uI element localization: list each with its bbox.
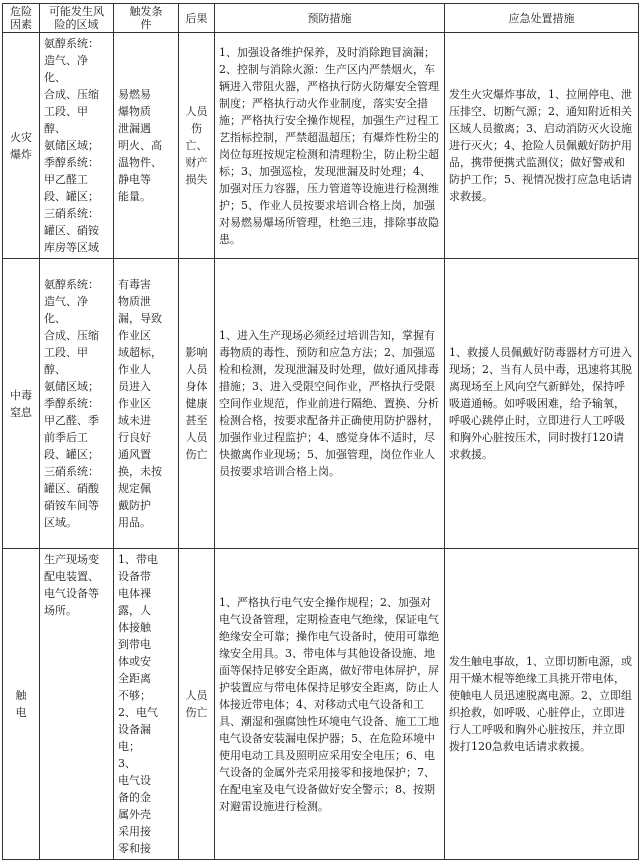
header-hazard: 危险 因素 xyxy=(3,4,40,33)
area-cell: 氨醇系统： 造气、净化、 合成、压缩 工段、甲醇、 氨储区域； 季醇系统： 甲乙醛工 段、罐区； 三硝系统： 罐区、硝铵 库房等区域 xyxy=(40,33,114,259)
header-emergency: 应急处置措施 xyxy=(445,4,639,33)
header-condition: 触发条 件 xyxy=(114,4,179,33)
consequence-cell: 人员 伤亡 xyxy=(179,549,215,860)
prevention-cell: 1、严格执行电气安全操作规程；2、加强对电气设备管理，定期检查电气绝缘，保证电气绝缘安全可靠；操作电气设备时，使用可靠绝缘安全用具。3、带电体与其他设备设施、地面等保持足够安全距离，做好带电体屏护，屏护装置应与带电体保持足够安全距离，防止人体接近带电体；4、对移动式电气设备和工具、潮湿和强腐蚀性环境电气设备、施工工地电气设备安装漏电保护器；5、在危险环境中使用电动工具及照明应采用安全电压；6、电气设备的金属外壳采用接零和接地保护；7、在配电室及电气设备做好安全警示；8、按期对避雷设施进行检测。 xyxy=(215,549,445,860)
hazard-cell: 火灾 爆炸 xyxy=(3,33,40,259)
area-cell: 氨醇系统： 造气、净化、 合成、压缩 工段、甲醇、 氨储区域； 季醇系统： 甲乙醛、季 前季后工 段、罐区； 三硝系统： 罐区、硝酸 硝铵车间等 区域。 xyxy=(40,259,114,549)
area-cell: 生产现场变 配电装置、 电气设备等 场所。 xyxy=(40,549,114,860)
table-row xyxy=(3,33,639,259)
consequence-cell: 影响 人员 身体 健康 甚至 人员 伤亡 xyxy=(179,259,215,549)
table-row xyxy=(3,549,639,860)
consequence-cell: 人员 伤亡、 财产 损失 xyxy=(179,33,215,259)
header-consequence: 后果 xyxy=(179,4,215,33)
emergency-cell: 发生火灾爆炸事故，1、拉闸停电、泄压排空、切断气源；2、通知附近相关区域人员撤离；3、启动消防灭火设施进行灭火；4、抢险人员佩戴好防护用品，携带便携式监测仪；做好警戒和防护工作；5、视情况拨打应急电话请求救援。 xyxy=(445,33,639,259)
emergency-cell: 发生触电事故，1、立即切断电源，或用干燥木棍等绝缘工具挑开带电体，使触电人员迅速脱离电源。2、立即组织抢救，如呼吸、心脏停止，立即进行人工呼吸和胸外心脏按压，并立即拨打120急救电话请求救援。 xyxy=(445,549,639,860)
hazard-cell: 触 电 xyxy=(3,549,40,860)
emergency-cell: 1、救援人员佩戴好防毒器材方可进入现场；2、当有人员中毒，迅速将其脱离现场至上风向空气新鲜处，保持呼吸道通畅。如呼吸困难，给予输氧，呼吸心跳停止时，立即进行人工呼吸和胸外心脏按压术，同时拨打120请求救援。 xyxy=(445,259,639,549)
condition-cell: 1、带电 设备带 电体裸 露，人 体接触 到带电 体或安 全距离 不够； 2、电气 设备漏 电； 3、 电气设 备的金 属外壳 采用接 零和接 xyxy=(114,549,179,860)
table-header-row xyxy=(3,4,639,33)
header-prevention: 预防措施 xyxy=(215,4,445,33)
header-area: 可能发生风 险的区域 xyxy=(40,4,114,33)
prevention-cell: 1、加强设备维护保养，及时消除跑冒滴漏；2、控制与消除火源：生产区内严禁烟火，车辆进入带阻火器，严格执行防火防爆安全管理制度；严格执行动火作业制度，落实安全措施；严格执行安全操作规程，加强生产过程工艺指标控制，严禁超温超压；有爆炸性粉尘的岗位每班按规定检测和清理粉尘，防止粉尘超标；3、加强巡检，发现泄漏及时处理；4、加强对压力容器，压力管道等设施进行检测维护；5、作业人员按要求培训合格上岗，加强对易燃易爆场所管理，杜绝三违，排除事故隐患。 xyxy=(215,33,445,259)
hazard-cell: 中毒 窒息 xyxy=(3,259,40,549)
table-row xyxy=(3,259,639,549)
risk-control-table xyxy=(2,3,639,860)
prevention-cell: 1、进入生产现场必须经过培训告知，掌握有毒物质的毒性、预防和应急方法；2、加强巡检和检测，发现泄漏及时处理，做好通风排毒措施；3、进入受限空间作业，严格执行受限空间作业规范，作业前进行隔绝、置换、分析检测合格，按要求配备并正确使用防护器材，加强作业过程监护；4、感觉身体不适时，尽快撤离作业现场；5、加强管理，岗位作业人员按要求培训合格上岗。 xyxy=(215,259,445,549)
condition-cell: 易燃易 爆物质 泄漏遇 明火、高 温物件、 静电等 能量。 xyxy=(114,33,179,259)
condition-cell: 有毒害 物质泄 漏，导致 作业区 域超标， 作业人 员进入 作业区 域未进 行良好 通风置 换，未按 规定佩 戴防护 用品。 xyxy=(114,259,179,549)
